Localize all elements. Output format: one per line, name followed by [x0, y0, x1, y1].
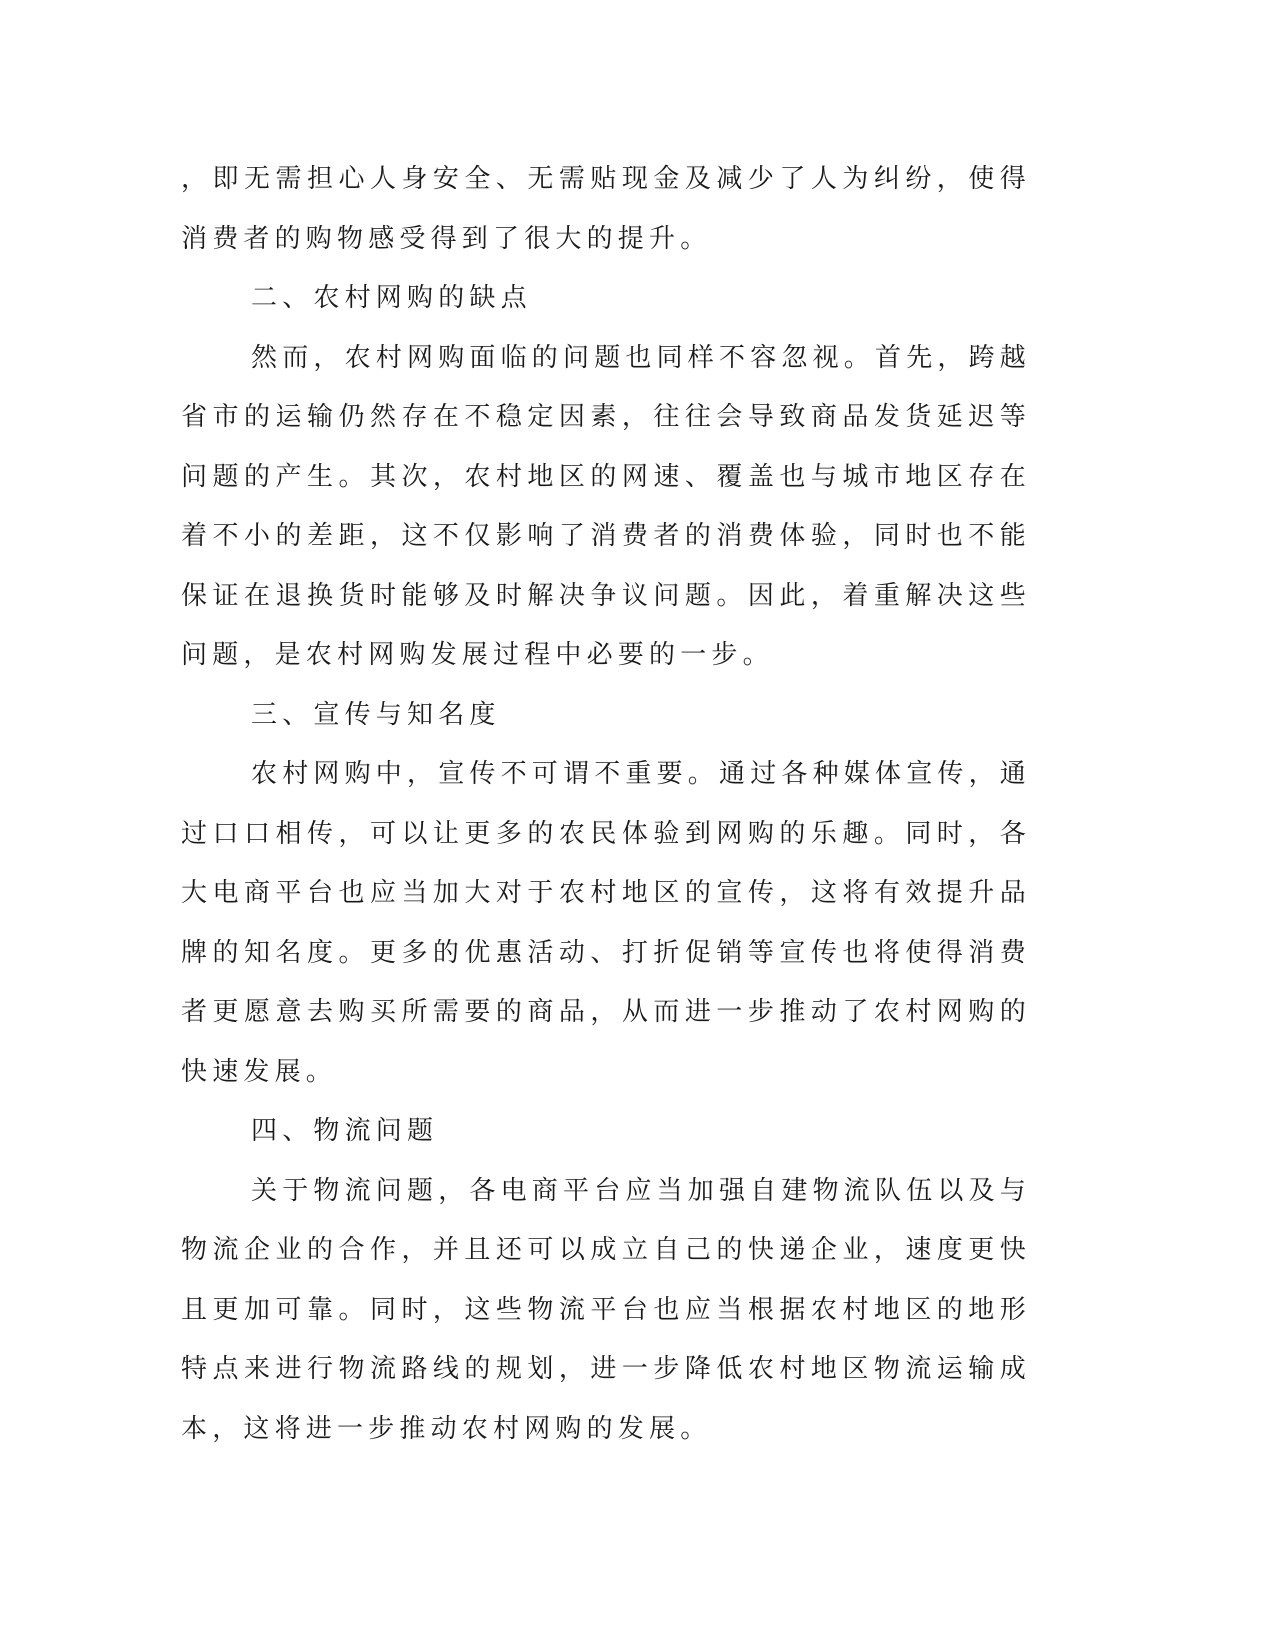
paragraph-disadvantages: 然而，农村网购面临的问题也同样不容忽视。首先，跨越省市的运输仍然存在不稳定因素，往往会导致商品发货延迟等问题的产生。其次，农村地区的网速、覆盖也与城市地区存在着不小的差距，这不仅影响了消费者的消费体验，同时也不能保证在退换货时能够及时解决争议问题。因此，着重解决这些问题，是农村网购发展过程中必要的一步。 [181, 342, 1032, 670]
paragraph-continuation: ，即无需担心人身安全、无需贴现金及减少了人为纠纷，使得消费者的购物感受得到了很大的提升。 [181, 164, 1031, 254]
section-heading-promotion: 三、宣传与知名度 [251, 699, 501, 730]
paragraph-logistics: 关于物流问题，各电商平台应当加强自建物流队伍以及与物流企业的合作，并且还可以成立自己的快递企业，速度更快且更加可靠。同时，这些物流平台也应当根据农村地区的地形特点来进行物流路线的规划，进一步降低农村地区物流运输成本，这将进一步推动农村网购的发展。 [181, 1175, 1032, 1444]
document-body [181, 150, 1031, 1459]
section-heading-logistics: 四、物流问题 [251, 1116, 439, 1146]
paragraph-promotion: 农村网购中，宣传不可谓不重要。通过各种媒体宣传，通过口口相传，可以让更多的农民体验到网购的乐趣。同时，各大电商平台也应当加大对于农村地区的宣传，这将有效提升品牌的知名度。更多的优惠活动、打折促销等宣传也将使得消费者更愿意去购买所需要的商品，从而进一步推动了农村网购的快速发展。 [181, 759, 1032, 1087]
section-heading-disadvantages: 二、农村网购的缺点 [251, 283, 532, 313]
